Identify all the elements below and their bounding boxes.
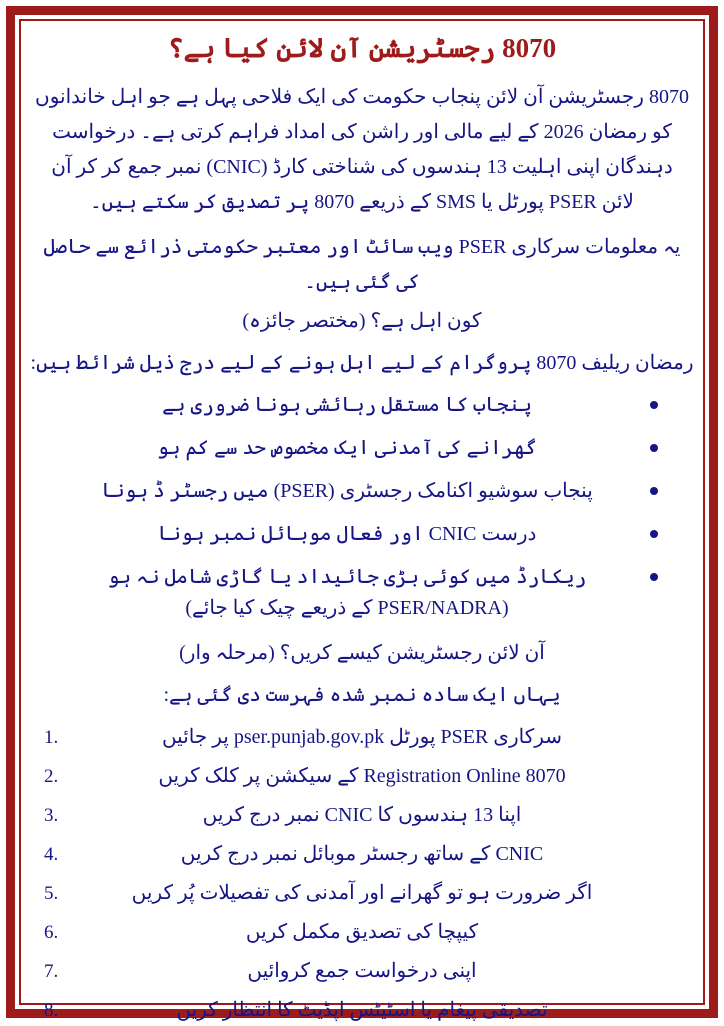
source-paragraph: یہ معلومات سرکاری PSER ویب سائٹ اور معتبر حکومتی ذرائع سے حاصل کی گئی ہیں۔	[43, 236, 681, 294]
bullet-dot-icon	[650, 530, 658, 538]
list-item	[70, 476, 624, 507]
bullet-dot-icon	[650, 573, 658, 581]
list-item	[70, 433, 624, 464]
list-item	[70, 519, 624, 550]
step-label: اپنی درخواست جمع کروائیں	[247, 960, 477, 983]
step-label: اپنا 13 ہندسوں کا CNIC نمبر درج کریں	[202, 804, 522, 827]
list-item	[38, 800, 686, 830]
eligibility-list	[30, 390, 694, 624]
list-item	[38, 995, 686, 1025]
step-label: سرکاری PSER پورٹل pser.punjab.gov.pk پر جائیں	[161, 726, 563, 749]
intro-paragraph: 8070 رجسٹریشن آن لائن پنجاب حکومت کی ایک فلاحی پہل ہے جو اہل خاندانوں کو رمضان 2026 کے لیے مالی اور راشن کی امداد فراہم کرتی ہے۔ درخواست دہندگان اپنی اہلیت 13 ہندسوں کی شناختی کارڈ (CNIC) نمبر جمع کر کر آن لائن PSER پورٹل یا SMS کے ذریعے 8070 پر تصدیق کر سکتے ہیں۔	[35, 86, 689, 214]
step-label: Registration Online 8070 کے سیکشن پر کلک کریں	[158, 765, 566, 788]
bullet-dot-icon	[650, 401, 658, 409]
howto-steps-list	[30, 722, 694, 1025]
eligibility-heading: کون اہل ہے؟ (مختصر جائزہ)	[242, 310, 482, 333]
step-number: 8.	[44, 1000, 59, 1022]
howto-heading: آن لائن رجسٹریشن کیسے کریں؟ (مرحلہ وار)	[179, 642, 545, 665]
list-item	[38, 839, 686, 869]
list-item	[38, 956, 686, 986]
list-item-label: پنجاب سوشیو اکنامک رجسٹری (PSER) میں رجسٹر ڈ ہونا	[101, 480, 593, 503]
page-title: 8070 رجسٹریشن آن لائن کیا ہے؟	[167, 33, 557, 63]
list-item	[38, 722, 686, 752]
step-label: کیپچا کی تصدیق مکمل کریں	[245, 921, 479, 944]
step-number: 4.	[44, 844, 59, 866]
step-number: 1.	[44, 727, 59, 749]
step-label: تصدیقی پیغام یا اسٹیٹس اپڈیٹ کا انتظار کریں	[176, 999, 548, 1022]
list-item-label: گھرانے کی آمدنی ایک مخصوص حد سے کم ہو	[157, 437, 537, 460]
eligibility-lead: رمضان ریلیف 8070 پروگرام کے لیے اہل ہونے کے لیے درج ذیل شرائط ہیں:	[30, 352, 694, 375]
step-number: 7.	[44, 961, 59, 983]
step-label: اگر ضرورت ہو تو گھرانے اور آمدنی کی تفصیلات پُر کریں	[131, 882, 593, 905]
list-item-label: پنجاب کا مستقل رہائشی ہونا ضروری ہے	[162, 394, 532, 417]
step-number: 2.	[44, 766, 59, 788]
list-item-label: ریکارڈ میں کوئی بڑی جائیداد یا گاڑی شامل نہ ہو (PSER/NADRA کے ذریعے چیک کیا جائے)	[107, 566, 587, 620]
poster-content	[30, 26, 694, 1022]
list-item	[38, 917, 686, 947]
bullet-dot-icon	[650, 444, 658, 452]
step-label: CNIC کے ساتھ رجسٹر موبائل نمبر درج کریں	[180, 843, 544, 866]
list-item	[38, 878, 686, 908]
list-item-label: درست CNIC اور فعال موبائل نمبر ہونا	[157, 523, 537, 546]
list-item	[38, 761, 686, 791]
step-number: 6.	[44, 922, 59, 944]
howto-lead: یہاں ایک سادہ نمبر شدہ فہرست دی گئی ہے:	[163, 684, 561, 707]
step-number: 5.	[44, 883, 59, 905]
bullet-dot-icon	[650, 487, 658, 495]
list-item	[70, 390, 624, 421]
list-item	[70, 562, 624, 624]
step-number: 3.	[44, 805, 59, 827]
